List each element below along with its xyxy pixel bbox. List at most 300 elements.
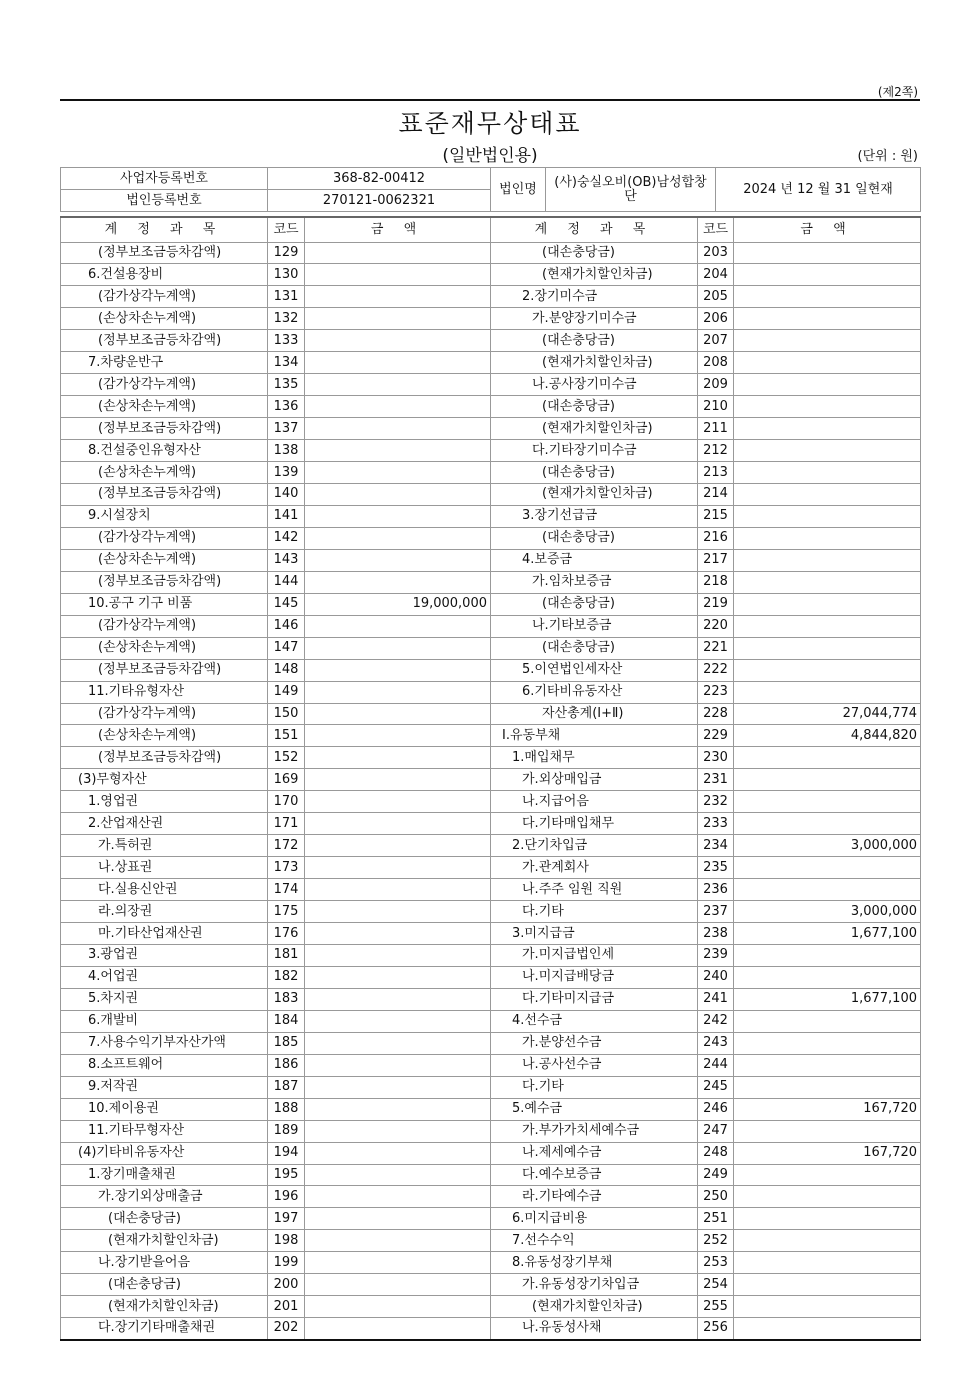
- right-account-code: 216: [698, 527, 734, 549]
- table-row: [61, 659, 921, 681]
- table-row: [61, 462, 921, 484]
- left-account-name: (정부보조금등차감액): [61, 659, 268, 681]
- right-amount: 1,677,100: [734, 988, 921, 1010]
- right-amount: [734, 1186, 921, 1208]
- left-account-code: 202: [268, 1318, 305, 1340]
- right-account-name: (대손충당금): [491, 462, 698, 484]
- left-amount: [305, 769, 491, 791]
- left-account-code: 130: [268, 264, 305, 286]
- left-account-code: 139: [268, 462, 305, 484]
- left-amount: [305, 483, 491, 505]
- right-account-code: 251: [698, 1208, 734, 1230]
- left-amount: [305, 725, 491, 747]
- left-account-code: 146: [268, 615, 305, 637]
- left-account-name: (감가상각누계액): [61, 703, 268, 725]
- left-account-code: 201: [268, 1296, 305, 1318]
- right-amount: [734, 549, 921, 571]
- right-account-name: 5.이연법인세자산: [491, 659, 698, 681]
- left-account-name: 가.장기외상매출금: [61, 1186, 268, 1208]
- left-amount: [305, 988, 491, 1010]
- right-account-name: 8.유동성장기부채: [491, 1252, 698, 1274]
- left-account-name: (대손충당금): [61, 1274, 268, 1296]
- right-account-code: 221: [698, 637, 734, 659]
- left-amount: [305, 440, 491, 462]
- left-account-name: (정부보조금등차감액): [61, 330, 268, 352]
- left-account-code: 137: [268, 418, 305, 440]
- right-amount: 27,044,774: [734, 703, 921, 725]
- left-account-name: 8.소프트웨어: [61, 1054, 268, 1076]
- table-row: [61, 527, 921, 549]
- right-account-code: 203: [698, 242, 734, 264]
- right-amount: [734, 352, 921, 374]
- right-account-name: 다.기타: [491, 901, 698, 923]
- table-row: [61, 1230, 921, 1252]
- right-account-code: 244: [698, 1054, 734, 1076]
- right-amount: [734, 637, 921, 659]
- company-info-table: [60, 167, 921, 212]
- right-account-name: 3.장기선급금: [491, 505, 698, 527]
- left-account-code: 189: [268, 1120, 305, 1142]
- table-row: [61, 1208, 921, 1230]
- left-amount: [305, 396, 491, 418]
- table-row: [61, 1274, 921, 1296]
- left-amount: [305, 1318, 491, 1340]
- left-account-name: 1.영업권: [61, 791, 268, 813]
- right-amount: [734, 1164, 921, 1186]
- table-row: [61, 769, 921, 791]
- left-amount: [305, 1076, 491, 1098]
- right-amount: [734, 615, 921, 637]
- right-amount: [734, 330, 921, 352]
- right-account-name: 가.미지급법인세: [491, 945, 698, 967]
- right-amount: [734, 1318, 921, 1340]
- right-account-code: 222: [698, 659, 734, 681]
- left-account-name: 8.건설중인유형자산: [61, 440, 268, 462]
- left-account-name: 2.산업재산권: [61, 813, 268, 835]
- right-account-name: 다.기타: [491, 1076, 698, 1098]
- left-account-name: (손상차손누계액): [61, 396, 268, 418]
- left-account-name: (정부보조금등차감액): [61, 242, 268, 264]
- right-account-name: 2.장기미수금: [491, 286, 698, 308]
- header-amount: 금 액: [305, 217, 491, 242]
- left-account-name: 가.특허권: [61, 835, 268, 857]
- right-account-name: 나.공사장기미수금: [491, 374, 698, 396]
- left-account-name: 나.장기받을어음: [61, 1252, 268, 1274]
- left-amount: [305, 923, 491, 945]
- balance-sheet-table: [60, 216, 921, 1341]
- left-account-code: 174: [268, 879, 305, 901]
- right-amount: [734, 1230, 921, 1252]
- left-account-name: (현재가치할인차금): [61, 1230, 268, 1252]
- left-account-code: 140: [268, 483, 305, 505]
- left-account-name: (대손충당금): [61, 1208, 268, 1230]
- right-account-code: 219: [698, 593, 734, 615]
- left-amount: [305, 1120, 491, 1142]
- right-amount: [734, 1120, 921, 1142]
- right-account-code: 245: [698, 1076, 734, 1098]
- right-account-name: (현재가치할인차금): [491, 483, 698, 505]
- left-account-code: 149: [268, 681, 305, 703]
- right-account-name: Ⅰ.유동부채: [491, 725, 698, 747]
- right-amount: [734, 593, 921, 615]
- right-account-name: 4.선수금: [491, 1010, 698, 1032]
- left-account-code: 142: [268, 527, 305, 549]
- left-account-name: 9.시설장치: [61, 505, 268, 527]
- right-amount: 1,677,100: [734, 923, 921, 945]
- left-account-code: 134: [268, 352, 305, 374]
- right-account-name: (대손충당금): [491, 593, 698, 615]
- right-account-code: 204: [698, 264, 734, 286]
- right-account-name: 다.기타미지급금: [491, 988, 698, 1010]
- header-code: 코드: [698, 217, 734, 242]
- table-row: [61, 857, 921, 879]
- corp-reg-number: 270121-0062321: [268, 190, 491, 212]
- left-account-code: 199: [268, 1252, 305, 1274]
- left-amount: [305, 374, 491, 396]
- document-title: 표준재무상태표: [398, 109, 582, 138]
- left-account-name: (4)기타비유동자산: [61, 1142, 268, 1164]
- table-row: [61, 1142, 921, 1164]
- right-account-code: 217: [698, 549, 734, 571]
- left-account-code: 173: [268, 857, 305, 879]
- right-account-name: 7.선수수익: [491, 1230, 698, 1252]
- table-row: [61, 264, 921, 286]
- right-account-name: 가.분양장기미수금: [491, 308, 698, 330]
- right-account-name: 나.공사선수금: [491, 1054, 698, 1076]
- left-account-code: 196: [268, 1186, 305, 1208]
- right-account-name: 다.기타장기미수금: [491, 440, 698, 462]
- right-amount: [734, 813, 921, 835]
- right-amount: [734, 1076, 921, 1098]
- right-account-code: 209: [698, 374, 734, 396]
- left-account-code: 141: [268, 505, 305, 527]
- right-account-code: 231: [698, 769, 734, 791]
- right-account-code: 247: [698, 1120, 734, 1142]
- left-account-code: 132: [268, 308, 305, 330]
- right-amount: [734, 966, 921, 988]
- right-amount: [734, 440, 921, 462]
- left-account-code: 151: [268, 725, 305, 747]
- right-account-name: 가.임차보증금: [491, 571, 698, 593]
- corp-name: (사)숭실오비(OB)남성합창단: [546, 168, 716, 212]
- table-row: [61, 505, 921, 527]
- left-account-code: 148: [268, 659, 305, 681]
- right-amount: 167,720: [734, 1098, 921, 1120]
- right-account-name: (현재가치할인차금): [491, 352, 698, 374]
- left-amount: [305, 879, 491, 901]
- left-account-code: 131: [268, 286, 305, 308]
- left-account-name: 다.실용신안권: [61, 879, 268, 901]
- table-row: [61, 440, 921, 462]
- right-account-code: 211: [698, 418, 734, 440]
- left-account-code: 145: [268, 593, 305, 615]
- right-amount: [734, 857, 921, 879]
- table-row: [61, 593, 921, 615]
- right-account-name: 가.외상매입금: [491, 769, 698, 791]
- right-account-code: 252: [698, 1230, 734, 1252]
- table-row: [61, 966, 921, 988]
- table-row: [61, 1054, 921, 1076]
- right-account-name: 가.관계회사: [491, 857, 698, 879]
- table-row: [61, 374, 921, 396]
- left-account-code: 135: [268, 374, 305, 396]
- right-account-code: 253: [698, 1252, 734, 1274]
- left-account-code: 200: [268, 1274, 305, 1296]
- header-amount: 금 액: [734, 217, 921, 242]
- right-account-code: 239: [698, 945, 734, 967]
- left-account-name: 라.의장권: [61, 901, 268, 923]
- right-amount: 4,844,820: [734, 725, 921, 747]
- left-account-name: (정부보조금등차감액): [61, 571, 268, 593]
- left-account-name: 7.차량운반구: [61, 352, 268, 374]
- left-amount: [305, 527, 491, 549]
- left-account-name: 6.건설용장비: [61, 264, 268, 286]
- left-account-name: (손상차손누계액): [61, 549, 268, 571]
- header-code: 코드: [268, 217, 305, 242]
- left-amount: [305, 1010, 491, 1032]
- left-amount: [305, 1208, 491, 1230]
- right-account-code: 248: [698, 1142, 734, 1164]
- right-amount: [734, 747, 921, 769]
- right-account-code: 240: [698, 966, 734, 988]
- biz-reg-number: 368-82-00412: [268, 168, 491, 190]
- left-amount: [305, 1032, 491, 1054]
- right-account-code: 205: [698, 286, 734, 308]
- left-amount: [305, 505, 491, 527]
- left-amount: [305, 813, 491, 835]
- left-account-name: (감가상각누계액): [61, 527, 268, 549]
- left-account-name: 마.기타산업재산권: [61, 923, 268, 945]
- right-amount: [734, 571, 921, 593]
- left-account-code: 176: [268, 923, 305, 945]
- right-account-code: 256: [698, 1318, 734, 1340]
- left-account-code: 181: [268, 945, 305, 967]
- left-account-name: 7.사용수익기부자산가액: [61, 1032, 268, 1054]
- right-amount: [734, 308, 921, 330]
- right-amount: [734, 418, 921, 440]
- table-row: [61, 1032, 921, 1054]
- table-row: [61, 242, 921, 264]
- left-account-code: 188: [268, 1098, 305, 1120]
- left-account-name: 3.광업권: [61, 945, 268, 967]
- table-row: [61, 1318, 921, 1340]
- right-amount: [734, 791, 921, 813]
- table-row: [61, 725, 921, 747]
- left-account-name: (손상차손누계액): [61, 308, 268, 330]
- right-account-code: 236: [698, 879, 734, 901]
- table-row: [61, 308, 921, 330]
- left-amount: [305, 681, 491, 703]
- right-account-code: 233: [698, 813, 734, 835]
- left-account-code: 197: [268, 1208, 305, 1230]
- right-amount: [734, 945, 921, 967]
- right-account-code: 246: [698, 1098, 734, 1120]
- right-account-name: 나.주주 임원 직원: [491, 879, 698, 901]
- right-account-name: (대손충당금): [491, 330, 698, 352]
- right-account-code: 229: [698, 725, 734, 747]
- left-amount: [305, 637, 491, 659]
- table-row: [61, 681, 921, 703]
- right-account-name: 다.기타매입채무: [491, 813, 698, 835]
- left-amount: [305, 1252, 491, 1274]
- left-account-code: 194: [268, 1142, 305, 1164]
- right-account-name: 3.미지급금: [491, 923, 698, 945]
- right-account-code: 250: [698, 1186, 734, 1208]
- left-amount: [305, 286, 491, 308]
- left-amount: [305, 1186, 491, 1208]
- document-subtitle: (일반법인용): [442, 146, 538, 166]
- right-account-name: 나.미지급배당금: [491, 966, 698, 988]
- left-amount: [305, 308, 491, 330]
- left-account-name: (감가상각누계액): [61, 615, 268, 637]
- right-account-name: (현재가치할인차금): [491, 418, 698, 440]
- page-number: (제2쪽): [877, 85, 918, 99]
- right-account-name: 6.미지급비용: [491, 1208, 698, 1230]
- right-amount: [734, 527, 921, 549]
- right-account-name: 자산총계(Ⅰ+Ⅱ): [491, 703, 698, 725]
- right-amount: [734, 505, 921, 527]
- left-account-code: 172: [268, 835, 305, 857]
- right-account-name: 나.유동성사채: [491, 1318, 698, 1340]
- left-account-code: 170: [268, 791, 305, 813]
- right-account-code: 235: [698, 857, 734, 879]
- table-row: [61, 945, 921, 967]
- biz-reg-label: 사업자등록번호: [61, 168, 268, 190]
- left-account-code: 144: [268, 571, 305, 593]
- right-amount: [734, 483, 921, 505]
- left-account-name: 4.어업권: [61, 966, 268, 988]
- table-row: [61, 923, 921, 945]
- left-account-name: 10.제이용권: [61, 1098, 268, 1120]
- right-account-code: 213: [698, 462, 734, 484]
- left-account-name: (손상차손누계액): [61, 637, 268, 659]
- right-account-name: (대손충당금): [491, 396, 698, 418]
- table-row: [61, 791, 921, 813]
- table-row: [61, 988, 921, 1010]
- corp-name-label: 법인명: [491, 168, 546, 212]
- right-account-code: 232: [698, 791, 734, 813]
- right-account-code: 230: [698, 747, 734, 769]
- left-account-name: 다.장기기타매출채권: [61, 1318, 268, 1340]
- right-account-name: 나.기타보증금: [491, 615, 698, 637]
- table-row: [61, 1010, 921, 1032]
- table-row: [61, 1098, 921, 1120]
- table-row: [61, 418, 921, 440]
- left-amount: [305, 264, 491, 286]
- right-account-name: 나.지급어음: [491, 791, 698, 813]
- right-amount: [734, 659, 921, 681]
- left-amount: [305, 1142, 491, 1164]
- report-date: 2024 년 12 월 31 일현재: [716, 168, 921, 212]
- left-amount: [305, 571, 491, 593]
- table-row: [61, 1164, 921, 1186]
- left-account-code: 152: [268, 747, 305, 769]
- right-amount: [734, 1010, 921, 1032]
- left-amount: [305, 966, 491, 988]
- right-amount: [734, 264, 921, 286]
- header-account: 계 정 과 목: [61, 217, 268, 242]
- left-account-code: 198: [268, 1230, 305, 1252]
- right-account-name: 가.유동성장기차입금: [491, 1274, 698, 1296]
- right-account-code: 242: [698, 1010, 734, 1032]
- left-account-code: 150: [268, 703, 305, 725]
- left-amount: [305, 615, 491, 637]
- left-account-name: (정부보조금등차감액): [61, 747, 268, 769]
- right-account-code: 220: [698, 615, 734, 637]
- right-amount: [734, 681, 921, 703]
- right-amount: [734, 462, 921, 484]
- right-account-name: 다.예수보증금: [491, 1164, 698, 1186]
- right-account-code: 234: [698, 835, 734, 857]
- table-row: [61, 330, 921, 352]
- left-account-code: 182: [268, 966, 305, 988]
- right-account-name: 라.기타예수금: [491, 1186, 698, 1208]
- right-account-code: 243: [698, 1032, 734, 1054]
- right-amount: 3,000,000: [734, 901, 921, 923]
- left-account-name: (현재가치할인차금): [61, 1296, 268, 1318]
- right-amount: [734, 374, 921, 396]
- table-row: [61, 1252, 921, 1274]
- table-row: [61, 813, 921, 835]
- table-row: [61, 1076, 921, 1098]
- table-row: [61, 615, 921, 637]
- right-account-name: 가.부가가치세예수금: [491, 1120, 698, 1142]
- table-row: [61, 1296, 921, 1318]
- left-account-name: 5.차지권: [61, 988, 268, 1010]
- right-amount: [734, 396, 921, 418]
- left-account-name: (정부보조금등차감액): [61, 418, 268, 440]
- table-row: [61, 637, 921, 659]
- left-amount: [305, 242, 491, 264]
- right-account-code: 254: [698, 1274, 734, 1296]
- right-amount: [734, 1032, 921, 1054]
- right-account-name: 2.단기차입금: [491, 835, 698, 857]
- left-account-name: 1.장기매출채권: [61, 1164, 268, 1186]
- left-amount: [305, 747, 491, 769]
- left-amount: [305, 1098, 491, 1120]
- right-amount: [734, 242, 921, 264]
- table-row: [61, 1186, 921, 1208]
- right-account-name: (대손충당금): [491, 242, 698, 264]
- right-account-name: 나.제세예수금: [491, 1142, 698, 1164]
- left-account-name: (정부보조금등차감액): [61, 483, 268, 505]
- right-amount: [734, 1054, 921, 1076]
- left-amount: 19,000,000: [305, 593, 491, 615]
- table-row: [61, 352, 921, 374]
- right-account-code: 228: [698, 703, 734, 725]
- right-account-code: 212: [698, 440, 734, 462]
- left-account-name: (손상차손누계액): [61, 725, 268, 747]
- left-account-code: 136: [268, 396, 305, 418]
- right-account-name: 5.예수금: [491, 1098, 698, 1120]
- left-account-code: 147: [268, 637, 305, 659]
- right-amount: [734, 1296, 921, 1318]
- right-account-name: 4.보증금: [491, 549, 698, 571]
- right-account-code: 214: [698, 483, 734, 505]
- left-amount: [305, 1230, 491, 1252]
- unit-label: (단위 : 원): [857, 149, 918, 164]
- left-account-code: 184: [268, 1010, 305, 1032]
- left-account-code: 138: [268, 440, 305, 462]
- right-amount: 3,000,000: [734, 835, 921, 857]
- table-row: [61, 901, 921, 923]
- table-row: [61, 835, 921, 857]
- right-account-code: 215: [698, 505, 734, 527]
- right-account-code: 255: [698, 1296, 734, 1318]
- right-account-name: (현재가치할인차금): [491, 1296, 698, 1318]
- right-account-code: 223: [698, 681, 734, 703]
- right-amount: [734, 1274, 921, 1296]
